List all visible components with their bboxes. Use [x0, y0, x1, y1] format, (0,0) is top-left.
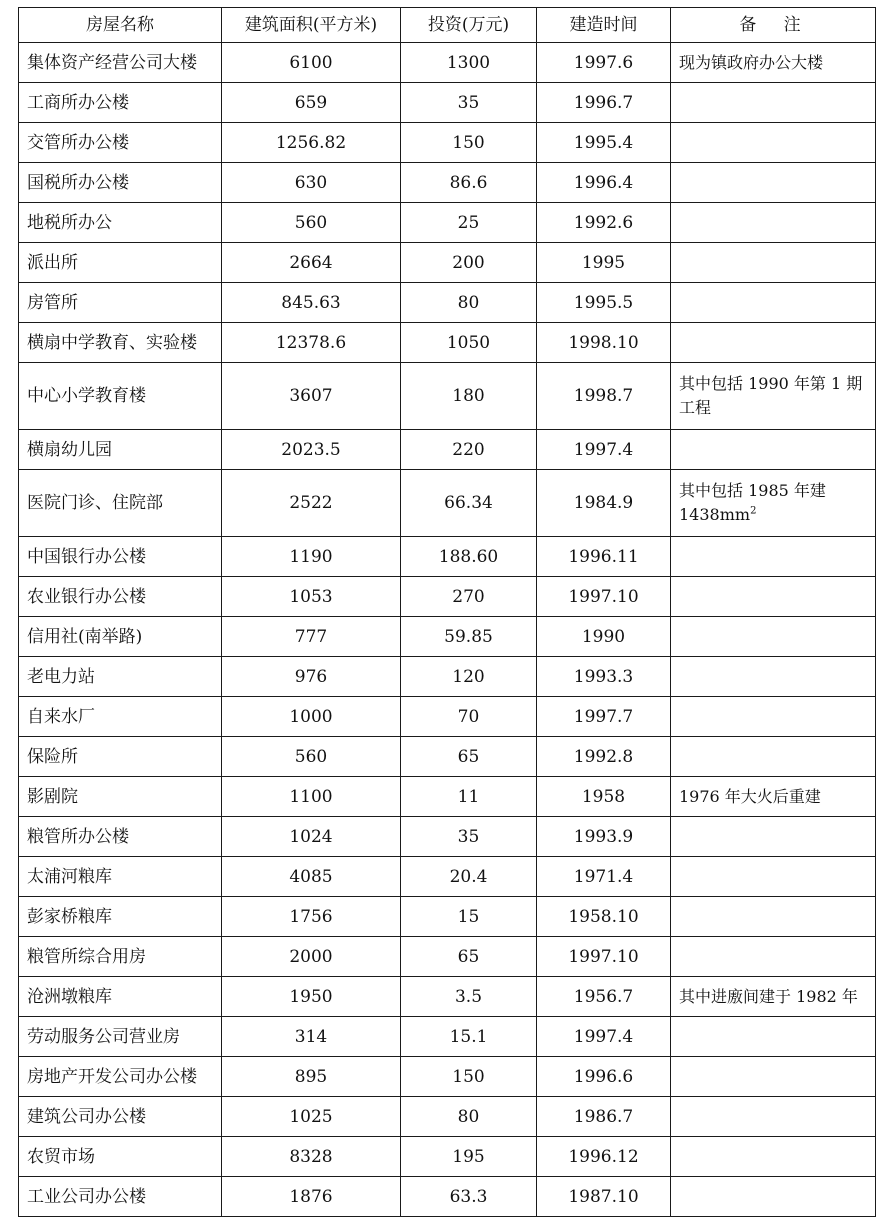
cell-note	[671, 577, 876, 617]
cell-note	[671, 323, 876, 363]
table-row	[19, 83, 876, 123]
cell-area: 1256.82	[222, 123, 401, 163]
table-row	[19, 577, 876, 617]
cell-name: 信用社(南举路)	[19, 617, 222, 657]
cell-area: 1876	[222, 1177, 401, 1217]
cell-area: 314	[222, 1017, 401, 1057]
table-row	[19, 163, 876, 203]
cell-name: 中国银行办公楼	[19, 537, 222, 577]
cell-year: 1984.9	[537, 470, 671, 537]
cell-note	[671, 283, 876, 323]
cell-area: 659	[222, 83, 401, 123]
cell-invest: 35	[401, 83, 537, 123]
cell-invest: 220	[401, 430, 537, 470]
cell-name: 太浦河粮库	[19, 857, 222, 897]
cell-note	[671, 617, 876, 657]
cell-invest: 80	[401, 1097, 537, 1137]
cell-invest: 1050	[401, 323, 537, 363]
table-row	[19, 657, 876, 697]
cell-note	[671, 1137, 876, 1177]
cell-note	[671, 1057, 876, 1097]
table-row	[19, 777, 876, 817]
cell-invest: 270	[401, 577, 537, 617]
cell-year: 1995.4	[537, 123, 671, 163]
table-row	[19, 470, 876, 537]
cell-name: 粮管所综合用房	[19, 937, 222, 977]
cell-invest: 59.85	[401, 617, 537, 657]
cell-name: 派出所	[19, 243, 222, 283]
table-row	[19, 1057, 876, 1097]
cell-invest: 35	[401, 817, 537, 857]
cell-invest: 15.1	[401, 1017, 537, 1057]
table-row	[19, 937, 876, 977]
cell-area: 6100	[222, 43, 401, 83]
cell-area: 1025	[222, 1097, 401, 1137]
cell-note: 其中包括 1990 年第 1 期工程	[671, 363, 876, 430]
cell-name: 集体资产经营公司大楼	[19, 43, 222, 83]
cell-note	[671, 83, 876, 123]
cell-area: 845.63	[222, 283, 401, 323]
cell-year: 1997.6	[537, 43, 671, 83]
cell-name: 保险所	[19, 737, 222, 777]
cell-invest: 11	[401, 777, 537, 817]
header-row	[19, 8, 876, 43]
cell-year: 1987.10	[537, 1177, 671, 1217]
cell-area: 560	[222, 737, 401, 777]
header-year: 建造时间	[537, 8, 671, 43]
cell-name: 粮管所办公楼	[19, 817, 222, 857]
cell-year: 1997.4	[537, 430, 671, 470]
table-row	[19, 977, 876, 1017]
table-row	[19, 1137, 876, 1177]
building-table	[18, 7, 876, 1217]
cell-invest: 195	[401, 1137, 537, 1177]
cell-invest: 188.60	[401, 537, 537, 577]
cell-area: 8328	[222, 1137, 401, 1177]
table-row	[19, 1017, 876, 1057]
cell-note	[671, 857, 876, 897]
cell-year: 1996.12	[537, 1137, 671, 1177]
cell-note-text: 其中包括 1985 年建 1438mm	[679, 481, 826, 524]
cell-area: 12378.6	[222, 323, 401, 363]
cell-note	[671, 697, 876, 737]
cell-year: 1992.6	[537, 203, 671, 243]
cell-invest: 25	[401, 203, 537, 243]
cell-invest: 15	[401, 897, 537, 937]
cell-year: 1997.10	[537, 577, 671, 617]
cell-year: 1996.7	[537, 83, 671, 123]
cell-area: 3607	[222, 363, 401, 430]
cell-year: 1996.11	[537, 537, 671, 577]
cell-name: 国税所办公楼	[19, 163, 222, 203]
cell-note	[671, 737, 876, 777]
cell-note	[671, 897, 876, 937]
cell-name: 彭家桥粮库	[19, 897, 222, 937]
cell-name: 横扇中学教育、实验楼	[19, 323, 222, 363]
cell-year: 1997.4	[537, 1017, 671, 1057]
cell-name: 农贸市场	[19, 1137, 222, 1177]
cell-note	[671, 243, 876, 283]
table-row	[19, 617, 876, 657]
cell-year: 1993.9	[537, 817, 671, 857]
cell-year: 1992.8	[537, 737, 671, 777]
cell-name: 横扇幼儿园	[19, 430, 222, 470]
cell-name: 影剧院	[19, 777, 222, 817]
cell-area: 1024	[222, 817, 401, 857]
cell-area: 895	[222, 1057, 401, 1097]
cell-year: 1990	[537, 617, 671, 657]
cell-year: 1997.10	[537, 937, 671, 977]
cell-note	[671, 937, 876, 977]
cell-area: 1756	[222, 897, 401, 937]
cell-invest: 180	[401, 363, 537, 430]
cell-area: 560	[222, 203, 401, 243]
cell-area: 1053	[222, 577, 401, 617]
cell-name: 沧洲墩粮库	[19, 977, 222, 1017]
cell-name: 劳动服务公司营业房	[19, 1017, 222, 1057]
cell-area: 1950	[222, 977, 401, 1017]
table-row	[19, 697, 876, 737]
table-body	[19, 43, 876, 1217]
cell-invest: 20.4	[401, 857, 537, 897]
cell-invest: 86.6	[401, 163, 537, 203]
cell-area: 1000	[222, 697, 401, 737]
table-row	[19, 537, 876, 577]
cell-name: 中心小学教育楼	[19, 363, 222, 430]
cell-note	[671, 123, 876, 163]
cell-year: 1997.7	[537, 697, 671, 737]
cell-invest: 65	[401, 937, 537, 977]
cell-name: 交管所办公楼	[19, 123, 222, 163]
cell-year: 1993.3	[537, 657, 671, 697]
cell-area: 1100	[222, 777, 401, 817]
cell-note	[671, 1097, 876, 1137]
cell-note: 其中进廒间建于 1982 年	[671, 977, 876, 1017]
cell-year: 1998.7	[537, 363, 671, 430]
table-row	[19, 363, 876, 430]
cell-note	[671, 817, 876, 857]
cell-name: 房地产开发公司办公楼	[19, 1057, 222, 1097]
table-row	[19, 430, 876, 470]
header-area: 建筑面积(平方米)	[222, 8, 401, 43]
cell-invest: 80	[401, 283, 537, 323]
cell-year: 1956.7	[537, 977, 671, 1017]
table-row	[19, 737, 876, 777]
header-note: 备注	[671, 8, 876, 43]
cell-year: 1995	[537, 243, 671, 283]
cell-invest: 70	[401, 697, 537, 737]
table-row	[19, 243, 876, 283]
cell-invest: 3.5	[401, 977, 537, 1017]
table-row	[19, 203, 876, 243]
cell-note: 1976 年大火后重建	[671, 777, 876, 817]
cell-area: 630	[222, 163, 401, 203]
table-row	[19, 857, 876, 897]
table-row	[19, 323, 876, 363]
cell-invest: 65	[401, 737, 537, 777]
cell-area: 777	[222, 617, 401, 657]
cell-name: 工商所办公楼	[19, 83, 222, 123]
table-row	[19, 1097, 876, 1137]
table-row	[19, 283, 876, 323]
cell-note: 现为镇政府办公大楼	[671, 43, 876, 83]
cell-year: 1958.10	[537, 897, 671, 937]
cell-name: 自来水厂	[19, 697, 222, 737]
cell-year: 1971.4	[537, 857, 671, 897]
cell-note	[671, 203, 876, 243]
table-row	[19, 897, 876, 937]
cell-year: 1996.4	[537, 163, 671, 203]
table-row	[19, 1177, 876, 1217]
cell-year: 1995.5	[537, 283, 671, 323]
cell-area: 1190	[222, 537, 401, 577]
cell-year: 1958	[537, 777, 671, 817]
cell-year: 1986.7	[537, 1097, 671, 1137]
cell-note	[671, 1017, 876, 1057]
cell-note	[671, 657, 876, 697]
cell-year: 1996.6	[537, 1057, 671, 1097]
cell-area: 2000	[222, 937, 401, 977]
cell-invest: 120	[401, 657, 537, 697]
cell-invest: 150	[401, 123, 537, 163]
cell-name: 医院门诊、住院部	[19, 470, 222, 537]
cell-name: 建筑公司办公楼	[19, 1097, 222, 1137]
table-row	[19, 817, 876, 857]
table-row	[19, 43, 876, 83]
cell-note	[671, 1177, 876, 1217]
cell-invest: 1300	[401, 43, 537, 83]
cell-year: 1998.10	[537, 323, 671, 363]
cell-name: 老电力站	[19, 657, 222, 697]
table-row	[19, 123, 876, 163]
cell-note-superscript: 2	[750, 505, 757, 517]
cell-name: 地税所办公	[19, 203, 222, 243]
cell-invest: 200	[401, 243, 537, 283]
cell-area: 2023.5	[222, 430, 401, 470]
cell-area: 4085	[222, 857, 401, 897]
cell-note	[671, 537, 876, 577]
cell-name: 农业银行办公楼	[19, 577, 222, 617]
cell-name: 工业公司办公楼	[19, 1177, 222, 1217]
cell-name: 房管所	[19, 283, 222, 323]
cell-invest: 150	[401, 1057, 537, 1097]
cell-invest: 66.34	[401, 470, 537, 537]
cell-note	[671, 470, 876, 537]
cell-area: 976	[222, 657, 401, 697]
cell-note	[671, 430, 876, 470]
header-name: 房屋名称	[19, 8, 222, 43]
header-invest: 投资(万元)	[401, 8, 537, 43]
cell-invest: 63.3	[401, 1177, 537, 1217]
cell-area: 2522	[222, 470, 401, 537]
cell-area: 2664	[222, 243, 401, 283]
cell-note	[671, 163, 876, 203]
